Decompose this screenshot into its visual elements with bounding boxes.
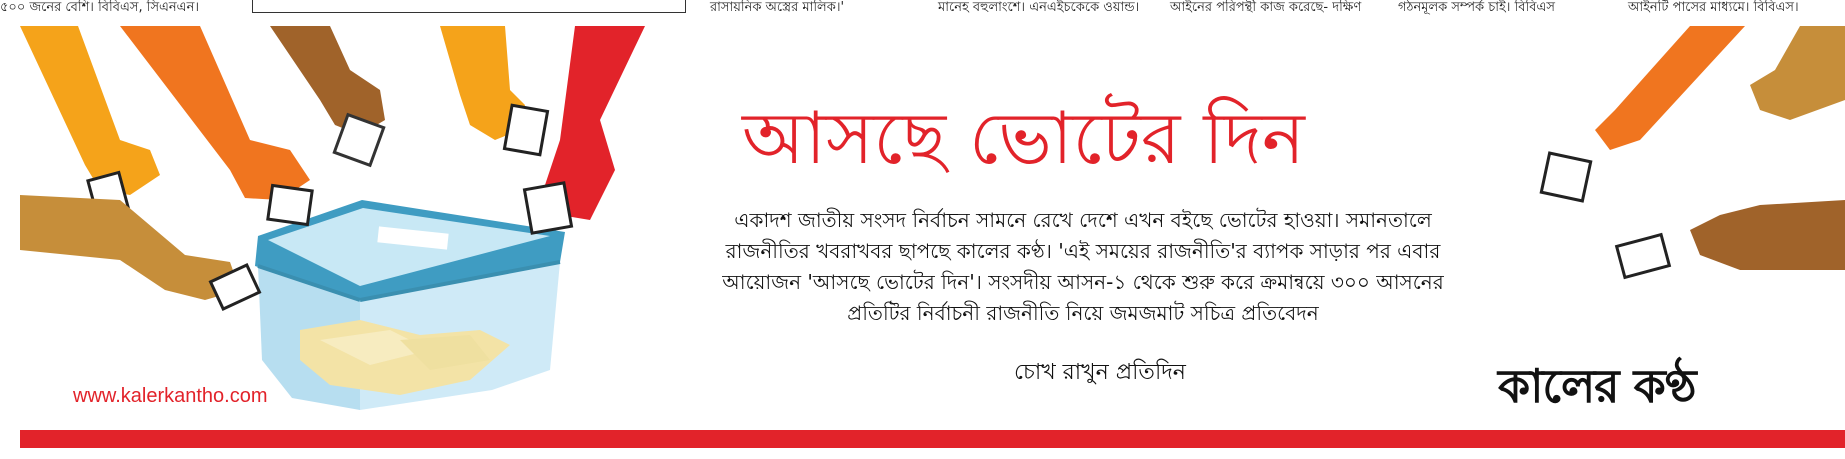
ad-title: আসছে ভোটের দিন bbox=[742, 96, 1305, 180]
voting-hand-red-orange-icon bbox=[120, 26, 312, 225]
top-strip-item: ৫০০ জনের বেশি। বিবিএস, সিএনএন। bbox=[0, 0, 199, 15]
ad-body-line: আয়োজন 'আসছে ভোটের দিন'। সংসদীয় আসন-১ থেকে শুরু করে ক্রমান্বয়ে ৩০০ আসনের bbox=[722, 270, 1444, 294]
ad-body-line: রাজনীতির খবরাখবর ছাপছে কালের কণ্ঠ। 'এই সময়ের রাজনীতি'র ব্যাপক সাড়ার পর এবার bbox=[725, 239, 1441, 263]
kalerkantho-logo: কালের কণ্ঠ bbox=[1498, 359, 1696, 413]
ad-body-line: প্রতিটির নির্বাচনী রাজনীতি নিয়ে জমজমাট সচিত্র প্রতিবেদন bbox=[847, 301, 1319, 325]
top-strip-item: গঠনমূলক সম্পর্ক চাই। বিবিএস bbox=[1398, 0, 1555, 15]
footer-red-bar bbox=[20, 430, 1845, 448]
ad-body-line: একাদশ জাতীয় সংসদ নির্বাচন সামনে রেখে দেশে এখন বইছে ভোটের হাওয়া। সমানতালে bbox=[734, 208, 1432, 232]
voting-hand-right-tan-icon bbox=[1750, 26, 1845, 120]
top-strip-item: রাসায়নিক অস্ত্রের মালিক।' bbox=[710, 0, 845, 15]
voting-hand-right-brown-icon bbox=[1617, 200, 1845, 277]
ad-body bbox=[658, 205, 1508, 329]
voting-hand-right-orange-icon bbox=[1541, 26, 1745, 201]
voting-hand-tan-icon bbox=[20, 195, 259, 309]
website-link[interactable]: www.kalerkantho.com bbox=[73, 385, 268, 407]
voting-hand-brown-icon bbox=[270, 26, 385, 165]
top-strip-item: আইনটি পাসের মাধ্যমে। বিবিএস। bbox=[1628, 0, 1799, 15]
top-strip-item: আইনের পরিপন্থী কাজ করেছে- দক্ষিণ bbox=[1170, 0, 1362, 15]
ballot-box-icon bbox=[255, 200, 565, 410]
voting-hand-amber-icon bbox=[440, 26, 548, 155]
ad-call-to-action: চোখ রাখুন প্রতিদিন bbox=[1014, 360, 1186, 385]
top-strip-item: মানেহ বহুলাংশে। এনএইচকেকে ওয়ান্ড। bbox=[938, 0, 1140, 15]
voting-hand-orange-icon bbox=[20, 26, 160, 216]
